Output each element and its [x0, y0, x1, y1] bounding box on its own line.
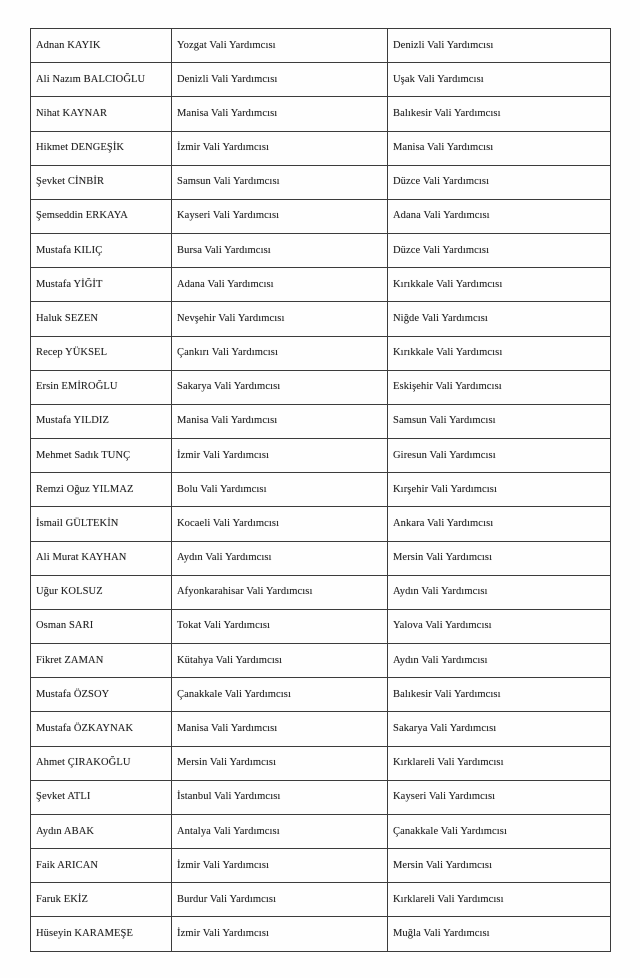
new-position-cell: Kırşehir Vali Yardımcısı [388, 473, 611, 507]
new-position-cell: Giresun Vali Yardımcısı [388, 439, 611, 473]
table-row [31, 814, 611, 848]
current-position-cell: Adana Vali Yardımcısı [172, 268, 388, 302]
current-position-cell: İzmir Vali Yardımcısı [172, 917, 388, 952]
current-position-cell: Bursa Vali Yardımcısı [172, 234, 388, 268]
table-row [31, 268, 611, 302]
current-position-cell: Yozgat Vali Yardımcısı [172, 29, 388, 63]
new-position-cell: Sakarya Vali Yardımcısı [388, 712, 611, 746]
table-row [31, 370, 611, 404]
new-position-cell: Mersin Vali Yardımcısı [388, 849, 611, 883]
name-cell: Mustafa ÖZSOY [31, 678, 172, 712]
name-cell: Mehmet Sadık TUNÇ [31, 439, 172, 473]
name-cell: Fikret ZAMAN [31, 644, 172, 678]
current-position-cell: Afyonkarahisar Vali Yardımcısı [172, 575, 388, 609]
name-cell: Şevket ATLI [31, 780, 172, 814]
current-position-cell: Bolu Vali Yardımcısı [172, 473, 388, 507]
current-position-cell: Sakarya Vali Yardımcısı [172, 370, 388, 404]
new-position-cell: Niğde Vali Yardımcısı [388, 302, 611, 336]
name-cell: Hüseyin KARAMEŞE [31, 917, 172, 952]
name-cell: Remzi Oğuz YILMAZ [31, 473, 172, 507]
name-cell: Şevket CİNBİR [31, 165, 172, 199]
new-position-cell: Düzce Vali Yardımcısı [388, 165, 611, 199]
table-row [31, 234, 611, 268]
table-row [31, 575, 611, 609]
table-row [31, 336, 611, 370]
name-cell: Nihat KAYNAR [31, 97, 172, 131]
current-position-cell: Aydın Vali Yardımcısı [172, 541, 388, 575]
name-cell: Recep YÜKSEL [31, 336, 172, 370]
table-row [31, 678, 611, 712]
current-position-cell: Antalya Vali Yardımcısı [172, 814, 388, 848]
name-cell: Mustafa YİĞİT [31, 268, 172, 302]
current-position-cell: Çanakkale Vali Yardımcısı [172, 678, 388, 712]
appointments-table-body [31, 29, 611, 952]
current-position-cell: İstanbul Vali Yardımcısı [172, 780, 388, 814]
name-cell: Ersin EMİROĞLU [31, 370, 172, 404]
name-cell: Faik ARICAN [31, 849, 172, 883]
current-position-cell: İzmir Vali Yardımcısı [172, 439, 388, 473]
new-position-cell: Uşak Vali Yardımcısı [388, 63, 611, 97]
table-row [31, 439, 611, 473]
new-position-cell: Mersin Vali Yardımcısı [388, 541, 611, 575]
new-position-cell: Aydın Vali Yardımcısı [388, 644, 611, 678]
new-position-cell: Kayseri Vali Yardımcısı [388, 780, 611, 814]
current-position-cell: İzmir Vali Yardımcısı [172, 849, 388, 883]
new-position-cell: Ankara Vali Yardımcısı [388, 507, 611, 541]
current-position-cell: Kocaeli Vali Yardımcısı [172, 507, 388, 541]
new-position-cell: Çanakkale Vali Yardımcısı [388, 814, 611, 848]
current-position-cell: Kütahya Vali Yardımcısı [172, 644, 388, 678]
table-row [31, 712, 611, 746]
table-row [31, 63, 611, 97]
name-cell: Mustafa KILIÇ [31, 234, 172, 268]
table-row [31, 473, 611, 507]
name-cell: Adnan KAYIK [31, 29, 172, 63]
current-position-cell: Çankırı Vali Yardımcısı [172, 336, 388, 370]
new-position-cell: Balıkesir Vali Yardımcısı [388, 97, 611, 131]
table-row [31, 883, 611, 917]
new-position-cell: Manisa Vali Yardımcısı [388, 131, 611, 165]
table-row [31, 507, 611, 541]
name-cell: Uğur KOLSUZ [31, 575, 172, 609]
name-cell: Osman SARI [31, 609, 172, 643]
name-cell: Ali Murat KAYHAN [31, 541, 172, 575]
new-position-cell: Kırklareli Vali Yardımcısı [388, 883, 611, 917]
current-position-cell: Nevşehir Vali Yardımcısı [172, 302, 388, 336]
table-row [31, 165, 611, 199]
name-cell: İsmail GÜLTEKİN [31, 507, 172, 541]
table-row [31, 29, 611, 63]
table-row [31, 131, 611, 165]
appointments-table [30, 28, 611, 952]
new-position-cell: Balıkesir Vali Yardımcısı [388, 678, 611, 712]
table-row [31, 644, 611, 678]
table-row [31, 609, 611, 643]
table-row [31, 780, 611, 814]
name-cell: Ahmet ÇIRAKOĞLU [31, 746, 172, 780]
table-row [31, 541, 611, 575]
current-position-cell: Mersin Vali Yardımcısı [172, 746, 388, 780]
name-cell: Şemseddin ERKAYA [31, 199, 172, 233]
name-cell: Mustafa ÖZKAYNAK [31, 712, 172, 746]
table-row [31, 746, 611, 780]
name-cell: Aydın ABAK [31, 814, 172, 848]
table-row [31, 849, 611, 883]
new-position-cell: Aydın Vali Yardımcısı [388, 575, 611, 609]
table-row [31, 917, 611, 952]
new-position-cell: Yalova Vali Yardımcısı [388, 609, 611, 643]
current-position-cell: Manisa Vali Yardımcısı [172, 404, 388, 438]
name-cell: Hikmet DENGEŞİK [31, 131, 172, 165]
current-position-cell: Samsun Vali Yardımcısı [172, 165, 388, 199]
new-position-cell: Samsun Vali Yardımcısı [388, 404, 611, 438]
name-cell: Mustafa YILDIZ [31, 404, 172, 438]
new-position-cell: Adana Vali Yardımcısı [388, 199, 611, 233]
new-position-cell: Kırklareli Vali Yardımcısı [388, 746, 611, 780]
table-row [31, 404, 611, 438]
name-cell: Faruk EKİZ [31, 883, 172, 917]
current-position-cell: Manisa Vali Yardımcısı [172, 712, 388, 746]
new-position-cell: Eskişehir Vali Yardımcısı [388, 370, 611, 404]
current-position-cell: Tokat Vali Yardımcısı [172, 609, 388, 643]
table-row [31, 302, 611, 336]
name-cell: Ali Nazım BALCIOĞLU [31, 63, 172, 97]
new-position-cell: Düzce Vali Yardımcısı [388, 234, 611, 268]
new-position-cell: Denizli Vali Yardımcısı [388, 29, 611, 63]
table-row [31, 199, 611, 233]
current-position-cell: Denizli Vali Yardımcısı [172, 63, 388, 97]
new-position-cell: Muğla Vali Yardımcısı [388, 917, 611, 952]
name-cell: Haluk SEZEN [31, 302, 172, 336]
new-position-cell: Kırıkkale Vali Yardımcısı [388, 336, 611, 370]
table-row [31, 97, 611, 131]
current-position-cell: Manisa Vali Yardımcısı [172, 97, 388, 131]
current-position-cell: Burdur Vali Yardımcısı [172, 883, 388, 917]
current-position-cell: Kayseri Vali Yardımcısı [172, 199, 388, 233]
current-position-cell: İzmir Vali Yardımcısı [172, 131, 388, 165]
new-position-cell: Kırıkkale Vali Yardımcısı [388, 268, 611, 302]
